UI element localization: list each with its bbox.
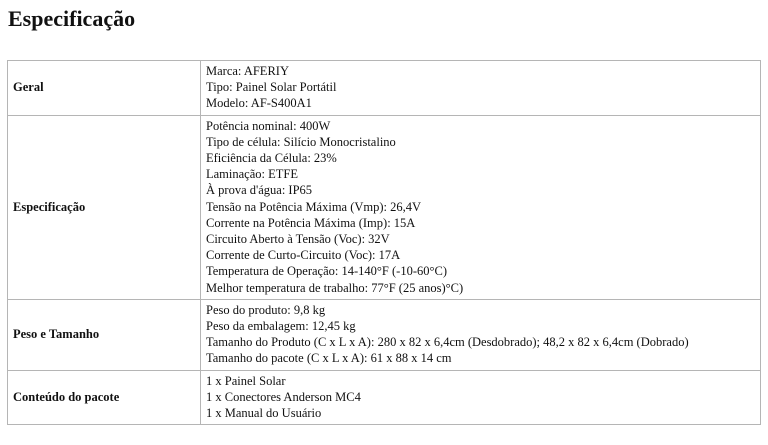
spec-line: 1 x Conectores Anderson MC4 [206,389,361,404]
spec-line: Tipo: Painel Solar Portátil [206,80,337,95]
spec-line: Tensão na Potência Máxima (Vmp): 26,4V [206,199,422,214]
table-row [8,61,761,116]
spec-line: Peso da embalagem: 12,45 kg [206,319,356,334]
spec-line: Corrente de Curto-Circuito (Voc): 17A [206,248,401,263]
row-values-geral [201,61,761,116]
spec-line: Tipo de célula: Silício Monocristalino [206,134,396,149]
spec-line: Potência nominal: 400W [206,118,331,133]
spec-line: 1 x Manual do Usuário [206,406,322,421]
row-label-especificacao: Especificação [8,115,201,299]
spec-table [7,60,761,425]
spec-line: Eficiência da Célula: 23% [206,151,337,166]
spec-line: Circuito Aberto à Tensão (Voc): 32V [206,232,390,247]
spec-line: Marca: AFERIY [206,64,289,78]
row-values-conteudo [201,370,761,425]
row-label-peso-tamanho: Peso e Tamanho [8,299,201,370]
spec-line: Tamanho do pacote (C x L x A): 61 x 88 x 14 cm [206,351,452,366]
spec-line: À prova d'água: IP65 [206,183,313,198]
spec-line: Melhor temperatura de trabalho: 77°F (25 anos)°C) [206,280,464,295]
table-row [8,370,761,425]
page-title: Especificação [8,6,136,31]
spec-line: Modelo: AF-S400A1 [206,96,312,111]
spec-line: Peso do produto: 9,8 kg [206,302,326,317]
spec-line: 1 x Painel Solar [206,373,286,388]
row-values-especificacao [201,115,761,299]
table-row [8,299,761,370]
row-label-geral: Geral [8,61,201,116]
spec-line: Temperatura de Operação: 14-140°F (-10-60°C) [206,264,447,279]
spec-line: Tamanho do Produto (C x L x A): 280 x 82 x 6,4cm (Desdobrado); 48,2 x 82 x 6,4cm (Dobrado) [206,335,689,350]
row-values-peso-tamanho [201,299,761,370]
spec-line: Laminação: ETFE [206,167,298,182]
table-row [8,115,761,299]
spec-line: Corrente na Potência Máxima (Imp): 15A [206,215,416,230]
row-label-conteudo: Conteúdo do pacote [8,370,201,425]
